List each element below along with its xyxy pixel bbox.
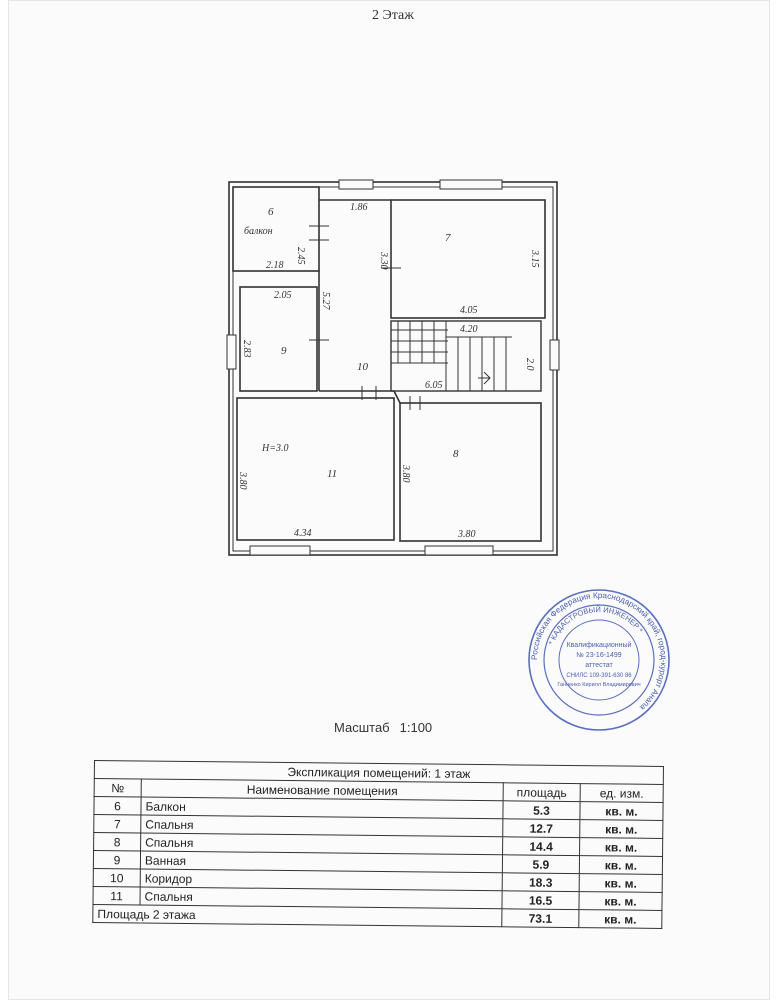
header-area: площадь (503, 783, 580, 802)
room-height-label: H=3.0 (262, 443, 289, 454)
row-number: 10 (93, 868, 140, 886)
row-unit: кв. м. (579, 892, 662, 911)
stamp-middle-text: * КАДАСТРОВЫЙ ИНЖЕНЕР * (546, 604, 645, 646)
row-unit: кв. м. (580, 802, 663, 821)
dim-room8-width: 3.80 (458, 529, 476, 540)
dim-room7-width: 4.05 (460, 305, 478, 316)
row-area: 16.5 (502, 891, 579, 910)
dim-room7-height: 3.15 (529, 250, 540, 268)
dim-room8-height: 3.80 (400, 465, 411, 483)
row-area: 5.9 (502, 855, 579, 874)
room-number-7: 7 (445, 232, 451, 244)
stamp-line-1: Квалификационный (566, 642, 632, 649)
stamp-line-5: Ганненко Кирилл Владимирович (557, 682, 641, 688)
header-room-name: Наименование помещения (141, 779, 503, 801)
row-room-name: Спальня (141, 815, 503, 837)
dim-balcony-width: 2.18 (266, 260, 284, 271)
total-area: 73.1 (502, 909, 579, 928)
row-area: 12.7 (503, 819, 580, 838)
header-number: № (94, 779, 141, 797)
room-number-9: 9 (281, 345, 287, 357)
row-number: 7 (94, 815, 141, 833)
row-number: 11 (93, 886, 140, 904)
windows (227, 180, 559, 555)
row-room-name: Балкон (141, 797, 503, 819)
row-unit: кв. м. (579, 856, 662, 875)
dim-stairs-width: 4.20 (460, 324, 478, 335)
dim-room11-width: 4.34 (294, 528, 312, 539)
row-room-name: Ванная (140, 851, 502, 873)
room-number-8: 8 (453, 448, 459, 460)
dim-stairs-height: 2.0 (524, 358, 535, 371)
row-unit: кв. м. (579, 874, 662, 893)
total-unit: кв. м. (579, 910, 662, 929)
scale-value: 1:100 (399, 720, 433, 735)
stamp-ring-text: Российская Федерация Краснодарский край, город-курорт Анапа (529, 590, 669, 713)
dim-bathroom-height: 2.83 (241, 340, 252, 358)
header-unit: ед. изм. (580, 784, 663, 803)
room-number-6: 6 (268, 206, 274, 218)
row-number: 6 (94, 797, 141, 815)
dim-corridor-width: 6.05 (425, 380, 443, 391)
row-room-name: Коридор (140, 869, 502, 891)
exterior-walls (229, 182, 557, 555)
table-caption: Экспликация помещений: 1 этаж (94, 761, 663, 785)
interior-walls (233, 187, 545, 541)
row-room-name: Спальня (140, 887, 502, 909)
scale-label (334, 720, 432, 735)
dim-room11-height: 3.80 (237, 472, 248, 490)
stamp-line-3: аттестат (585, 662, 613, 669)
dim-corridor-top-height: 3.30 (378, 252, 389, 270)
dim-bathroom-width: 2.05 (274, 290, 292, 301)
dim-corridor-top: 1.86 (350, 202, 368, 213)
cadastral-engineer-stamp (524, 585, 674, 735)
stamp-line-4: СНИЛС 109-391-630 86 (566, 673, 632, 679)
row-area: 14.4 (503, 837, 580, 856)
row-area: 5.3 (503, 801, 580, 820)
row-area: 18.3 (502, 873, 579, 892)
total-label: Площадь 2 этажа (93, 904, 502, 926)
floor-title: 2 Этаж (372, 8, 414, 23)
room-number-11: 11 (327, 468, 338, 480)
row-number: 9 (93, 851, 140, 869)
row-unit: кв. м. (580, 838, 663, 857)
stamp-line-2: № 23-16-1499 (576, 652, 622, 659)
room-number-10: 10 (357, 361, 368, 373)
row-number: 8 (94, 833, 141, 851)
explication-table (92, 760, 664, 929)
room-label-balcony: балкон (244, 226, 273, 237)
scale-word: Масштаб (334, 720, 390, 735)
row-unit: кв. м. (580, 820, 663, 839)
dim-balcony-height: 2.45 (295, 247, 306, 265)
dim-corridor-length: 5.27 (320, 292, 331, 310)
row-room-name: Спальня (141, 833, 503, 855)
